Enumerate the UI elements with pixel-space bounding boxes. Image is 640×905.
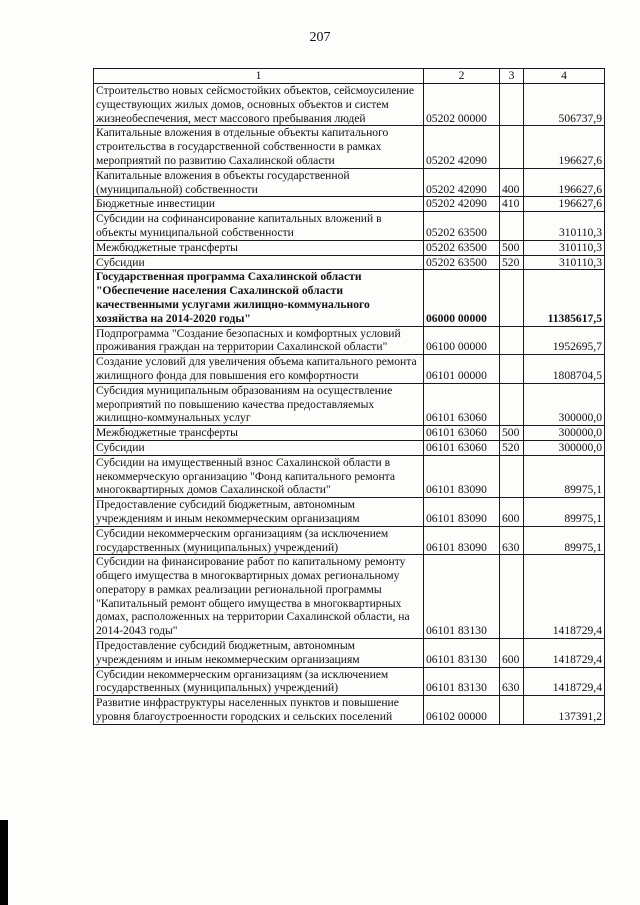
- row-type: [500, 555, 524, 639]
- table-row: [94, 498, 605, 527]
- row-name: Предоставление субсидий бюджетным, автономным учреждениям и иным некоммерческим организациям: [94, 498, 424, 527]
- row-code: 06000 00000: [424, 270, 500, 326]
- header-row: [94, 69, 605, 84]
- page-number: 207: [309, 30, 331, 45]
- row-code: 06101 00000: [424, 355, 500, 384]
- row-type: 520: [500, 255, 524, 270]
- row-name: Бюджетные инвестиции: [94, 197, 424, 212]
- column-header-name: 1: [94, 69, 424, 84]
- row-type: [500, 270, 524, 326]
- row-sum: 310110,3: [524, 212, 605, 241]
- row-type: [500, 212, 524, 241]
- budget-table: [93, 68, 605, 725]
- row-code: 05202 42090: [424, 126, 500, 168]
- row-sum: 11385617,5: [524, 270, 605, 326]
- row-code: 06101 83130: [424, 667, 500, 696]
- row-name: Субсидии: [94, 440, 424, 455]
- column-header-sum: 4: [524, 69, 605, 84]
- row-type: 630: [500, 667, 524, 696]
- row-name: Государственная программа Сахалинской области "Обеспечение населения Сахалинской области качественными услугами жилищно-коммунального хозяйства на 2014-2020 годы": [94, 270, 424, 326]
- row-sum: 196627,6: [524, 197, 605, 212]
- row-code: 06101 83130: [424, 639, 500, 668]
- row-code: 05202 42090: [424, 168, 500, 197]
- row-name: Развитие инфраструктуры населенных пунктов и повышение уровня благоустроенности городских и сельских поселений: [94, 696, 424, 725]
- row-type: [500, 696, 524, 725]
- row-code: 06100 00000: [424, 326, 500, 355]
- row-sum: 1808704,5: [524, 355, 605, 384]
- table-row: [94, 255, 605, 270]
- row-type: 500: [500, 240, 524, 255]
- row-sum: 1418729,4: [524, 667, 605, 696]
- row-sum: 89975,1: [524, 498, 605, 527]
- row-sum: 1418729,4: [524, 639, 605, 668]
- row-sum: 310110,3: [524, 255, 605, 270]
- column-header-type: 3: [500, 69, 524, 84]
- scan-edge-mark: [0, 820, 8, 905]
- row-code: 06101 63060: [424, 426, 500, 441]
- table-row: [94, 555, 605, 639]
- row-sum: 196627,6: [524, 168, 605, 197]
- row-sum: 300000,0: [524, 440, 605, 455]
- row-name: Субсидии некоммерческим организациям (за исключением государственных (муниципальных) учреждений): [94, 667, 424, 696]
- table-row: [94, 126, 605, 168]
- table-row: [94, 270, 605, 326]
- row-type: 400: [500, 168, 524, 197]
- row-sum: 300000,0: [524, 426, 605, 441]
- table-row: [94, 168, 605, 197]
- row-sum: 1418729,4: [524, 555, 605, 639]
- row-sum: 506737,9: [524, 84, 605, 126]
- row-code: 05202 63500: [424, 212, 500, 241]
- row-code: 06101 63060: [424, 440, 500, 455]
- table-row: [94, 197, 605, 212]
- row-code: 06101 83090: [424, 455, 500, 497]
- row-code: 05202 63500: [424, 255, 500, 270]
- table-row: [94, 326, 605, 355]
- row-sum: 137391,2: [524, 696, 605, 725]
- row-code: 06101 83090: [424, 498, 500, 527]
- table-row: [94, 212, 605, 241]
- table-row: [94, 526, 605, 555]
- table-row: [94, 440, 605, 455]
- table-row: [94, 383, 605, 425]
- row-code: 06101 83130: [424, 555, 500, 639]
- table-row: [94, 667, 605, 696]
- row-type: 520: [500, 440, 524, 455]
- row-code: 06102 00000: [424, 696, 500, 725]
- row-code: 06101 83090: [424, 526, 500, 555]
- row-name: Капитальные вложения в объекты государственной (муниципальной) собственности: [94, 168, 424, 197]
- row-type: [500, 455, 524, 497]
- row-type: 600: [500, 639, 524, 668]
- table-row: [94, 240, 605, 255]
- row-name: Субсидии на имущественный взнос Сахалинской области в некоммерческую организацию "Фонд капитального ремонта многоквартирных домов Сахалинской области": [94, 455, 424, 497]
- column-header-code: 2: [424, 69, 500, 84]
- row-type: [500, 355, 524, 384]
- table-row: [94, 84, 605, 126]
- table-row: [94, 455, 605, 497]
- row-sum: 89975,1: [524, 455, 605, 497]
- table-row: [94, 426, 605, 441]
- row-name: Субсидии: [94, 255, 424, 270]
- row-name: Капитальные вложения в отдельные объекты капитального строительства в государственной собственности в рамках мероприятий по развитию Сахалинской области: [94, 126, 424, 168]
- row-name: Субсидии некоммерческим организациям (за исключением государственных (муниципальных) учреждений): [94, 526, 424, 555]
- row-type: 410: [500, 197, 524, 212]
- row-name: Межбюджетные трансферты: [94, 426, 424, 441]
- table-row: [94, 639, 605, 668]
- row-code: 05202 00000: [424, 84, 500, 126]
- row-name: Субсидии на софинансирование капитальных вложений в объекты муниципальной собственности: [94, 212, 424, 241]
- table-row: [94, 355, 605, 384]
- row-sum: 196627,6: [524, 126, 605, 168]
- row-type: 600: [500, 498, 524, 527]
- row-type: [500, 126, 524, 168]
- row-type: 630: [500, 526, 524, 555]
- row-sum: 1952695,7: [524, 326, 605, 355]
- row-code: 06101 63060: [424, 383, 500, 425]
- row-name: Предоставление субсидий бюджетным, автономным учреждениям и иным некоммерческим организациям: [94, 639, 424, 668]
- row-type: [500, 84, 524, 126]
- row-sum: 300000,0: [524, 383, 605, 425]
- row-type: [500, 326, 524, 355]
- row-name: Субсидия муниципальным образованиям на осуществление мероприятий по повышению качества предоставляемых жилищно-коммунальных услуг: [94, 383, 424, 425]
- row-code: 05202 42090: [424, 197, 500, 212]
- row-name: Субсидии на финансирование работ по капитальному ремонту общего имущества в многоквартирных домах региональному оператору в рамках реализации региональной программы "Капитальный ремонт общего имущества в многоквартирных домах, расположенных на территории Сахалинской области, на 2014-2043 годы": [94, 555, 424, 639]
- row-type: [500, 383, 524, 425]
- row-code: 05202 63500: [424, 240, 500, 255]
- row-name: Межбюджетные трансферты: [94, 240, 424, 255]
- row-name: Строительство новых сейсмостойких объектов, сейсмоусиление существующих жилых домов, основных объектов и систем жизнеобеспечения, мест массового пребывания людей: [94, 84, 424, 126]
- row-name: Подпрограмма "Создание безопасных и комфортных условий проживания граждан на территории Сахалинской области": [94, 326, 424, 355]
- row-name: Создание условий для увеличения объема капитального ремонта жилищного фонда для повышения его комфортности: [94, 355, 424, 384]
- row-type: 500: [500, 426, 524, 441]
- table-row: [94, 696, 605, 725]
- row-sum: 89975,1: [524, 526, 605, 555]
- row-sum: 310110,3: [524, 240, 605, 255]
